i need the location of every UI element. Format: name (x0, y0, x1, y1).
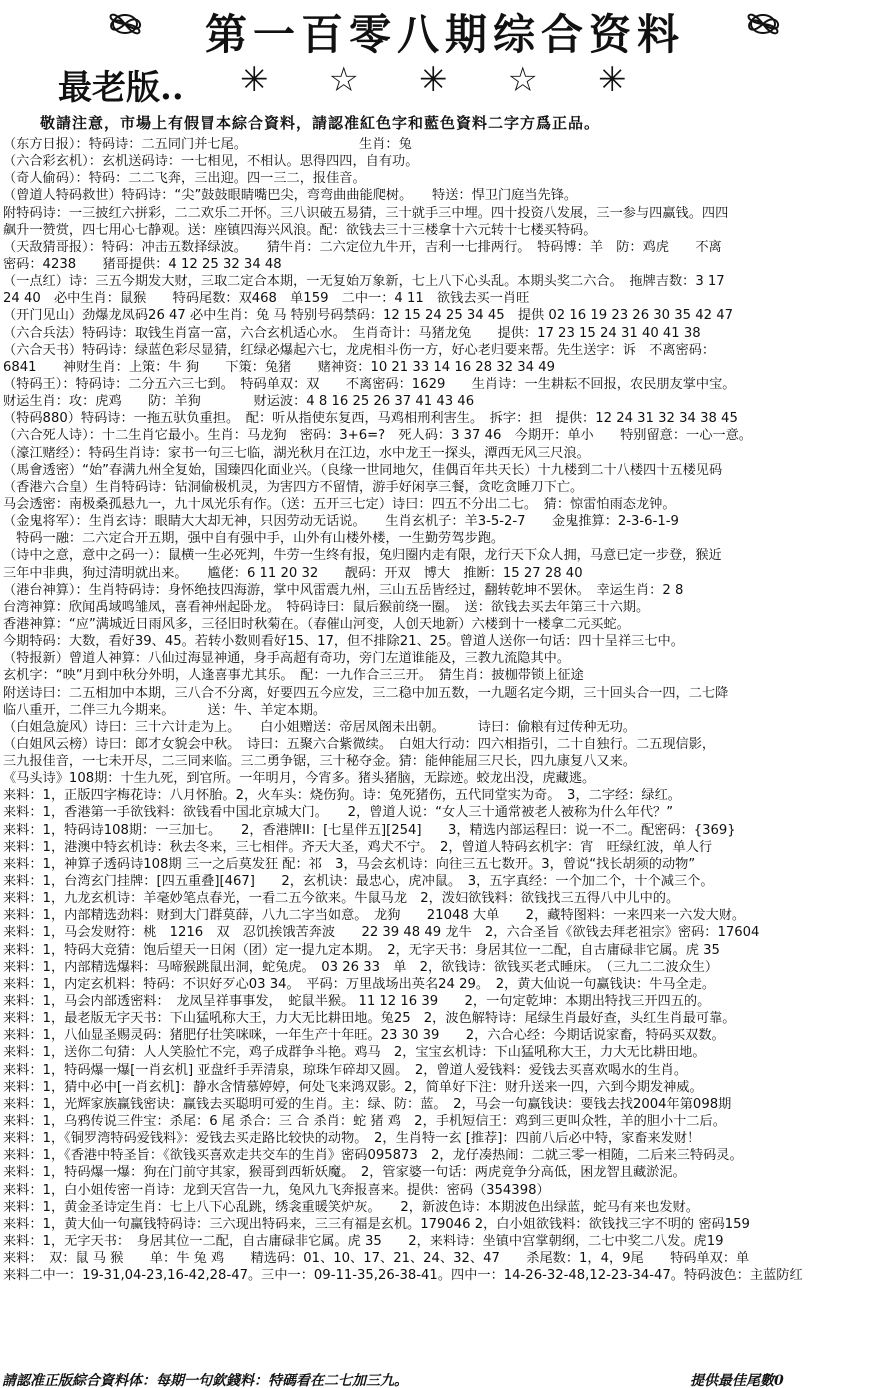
content-lines (3, 136, 888, 1284)
text-line: 来料：1，香港第一手欲钱料：欲钱看中国北京城大门。 2，曾道人说：“女人三十通常被老人被称为什么年代？” (3, 805, 674, 821)
text-line: （特码880）特码诗：一拖五驮负重担。 配：听从指使东复西，马鸡相刑利害生。 拆字：担 提供：12 24 31 32 34 38 45 (3, 411, 738, 427)
text-line: 24 40 必中生肖：鼠猴 特码尾数：双468 单159 二中一：4 11 欲钱去买一肖旺 (3, 291, 530, 307)
text-line: （诗中之意，意中之码一）：鼠横一生必死判，牛劳一生终有报，兔归圈内走有限，龙行天下众人拥，马意已定一步登，猴近 (3, 548, 722, 564)
text-line: 临八重开，二伴三九今期来。 送：牛、羊定本期。 (3, 702, 327, 718)
text-line: 来料：1，无字天书： 身居其位一二配，自古庸碌非它属。虎 35 2，来料诗：坐镇中宫掌朝纲，二七中奖二八发。虎19 (3, 1234, 724, 1249)
text-line: 来料：1，台湾玄门挂牌：[四五重叠][467] 2，玄机诀：最忠心，虎冲鼠。 3，五字真经：一个加二个，十个减三个。 (3, 874, 714, 890)
text-line: 来料：1，黄大仙一句赢钱特码诗：三六现出特码来，三三有福是玄机。179046 2，白小姐欲钱料：欲钱找三字不明的 密码159 (3, 1216, 750, 1232)
text-line: 来料：1，最老版无字天书：下山猛吼称大王，力大无比耕田地。兔25 2，波色解特诗：尾绿生肖最好查，头红生肖最可靠。 (3, 1011, 736, 1027)
text-line: 来料二中一：19-31,04-23,16-42,28-47。三中一：09-11-35,26-38-41。四中一：14-26-32-48,12-23-34-47。特码波色：主蓝防红 (3, 1268, 803, 1284)
text-line: 来料：1，乌鸦传说三件宝：杀尾：6 尾 杀合：三 合 杀肖：蛇 猪 鸡 2，手机短信王：鸡到三更叫众牲，羊的胆小十二后。 (3, 1114, 726, 1130)
star-decoration (240, 60, 626, 100)
text-line: 来料：1，猜中必中[一肖玄机]：静水含情慕婷婷，何处飞来鸿双影。2，简单好下注：财升送来一四，六到今期发神威。 (3, 1079, 703, 1095)
text-line: （白姐急旋风）诗曰：三十六计走为上。 白小姐赠送：帝居凤阁未出朝。 诗曰：偷粮有过传种无功。 (3, 719, 636, 735)
footer-right-text: 提供最佳尾數0 (690, 1373, 784, 1388)
text-line: （一点红）诗：三五今期发大财，三取二定合本期，一无复始万象新，七上八下心头乱。本期头奖二六合。 拖牌吉数：3 17 (3, 274, 725, 290)
text-line: （白姐风云榜）诗曰：郎才女貌会中秋。 诗曰：五聚六合紫微续。 白姐大行动：四六相指引，二十自独行。二五现信影， (3, 736, 716, 752)
text-line: 台湾神算：欣闻禹域鸣雏凤，喜看神州起卧龙。 特码诗曰：鼠后猴前绕一圈。 送：欲钱去买去年第三十六期。 (3, 599, 650, 615)
asterisk-icon: ✳ (418, 60, 448, 100)
header (0, 0, 891, 60)
text-line: 《马头诗》108期：十生九死，到官所。一年明月，今宵多。猪头猪脑，无踪迹。蛟龙出没，虎藏逃。 (3, 771, 596, 787)
text-line: （开门见山）劲爆龙凤码26 47 必中生肖：兔 马 特别号码禁码：12 15 24 25 34 45 提供 02 16 19 23 26 30 35 42 47 (3, 308, 733, 324)
text-line: 来料：1，马会发财符：桃 1216 双 忍饥挨饿苦奔波 22 39 48 49 龙牛 2，六合圣旨《欲钱去拜老祖宗》密码：17604 (3, 925, 760, 941)
text-line: （金鬼将军）：生肖玄诗：眼睛大大却无神，只因劳动无话说。 生肖玄机子：羊3-5-2-7 金鬼推算：2-3-6-1-9 (3, 514, 679, 530)
text-line: 来料：1，内定玄机料：特码：不识好歹心03 34。 平码：万里战场出英名24 29。 2，黄大仙说一句赢钱诀：牛马全走。 (3, 976, 716, 992)
text-line: （六合死人诗）：十二生肖它最小。生肖：马龙狗 密码：3+6=? 死人码：3 37 46 今期开：单小 特别留意：一心一意。 (3, 428, 752, 444)
asterisk-icon: ✳ (597, 60, 627, 100)
text-line: 来料：1，特码爆一爆：狗在门前守其家，猴哥到西斩妖魔。 2，管家婆一句话：两虎竟争分高低，困龙智且藏淤泥。 (3, 1165, 686, 1181)
text-line: （香港六合皇）生肖特码诗：钻洞偷极机灵，为害四方不留情，游手好闲享三餐，贪吃贪睡刀下亡。 (3, 479, 584, 495)
text-line: 密码：4238 猪哥提供：4 12 25 32 34 48 (3, 256, 282, 272)
text-line: 来料：1，港澳中特玄机诗：秋去冬来，三七相伴。齐天大圣，鸡犬不宁。 2，曾道人特码玄机字：宵 旺绿红波，单人行 (3, 839, 713, 855)
text-line: 来料：1，马会内部透密料： 龙凤呈祥事事发， 蛇鼠半猴。 11 12 16 39 2，一句定乾坤：本期出特找三开四五的。 (3, 994, 711, 1010)
page-title: 第一百零八期综合资料 (204, 10, 685, 59)
text-line: （奇人偷码）：特码：二二飞奔，三出迎。四一三二，报佳音。 (3, 171, 366, 187)
text-line: 三九报佳音，一七未开尽，二三同来临。三二勇争锯，三十秘夺金。猜：能伸能屈三尺长，四九康复八又来。 (3, 754, 636, 770)
footer (0, 1370, 891, 1388)
text-line: （天敌猜哥报）：特码：冲击五数择绿波。 猜牛肖：二六定位九牛开，吉利一七排两行。 特码博：羊 防：鸡虎 不离 (3, 239, 722, 255)
text-line: （港台神算）：生肖特码诗：身怀绝技四海游，掌中风雷震九州，三山五岳皆经过，翻转乾坤不罢休。 幸运生肖：2 8 (3, 582, 684, 598)
text-line: （东方日报）：特码诗：二五同门并七尾。 生肖：兔 (3, 137, 412, 152)
text-line: 三年中非典，狗过清明就出来。 尴佬：6 11 20 32 靓码：开双 博大 推断：15 27 28 40 (3, 565, 583, 581)
text-line: 今期特码：大数，看好39、45。若转小数则看好15、17，但不排除21、25。曾道人送你一句话：四十呈祥三七中。 (3, 634, 684, 650)
star-icon: ☆ (328, 60, 359, 100)
text-line: 来料：1，光辉家族赢钱密诀：赢钱去买聪明可爱的生肖。主：绿、防：蓝。 2，马会一句赢钱诀：要钱去找2004年第098期 (3, 1096, 732, 1112)
text-line: （六合天书）特码诗：绿蓝色彩尽显猜，红绿必爆起六七，龙虎相斗伤一方，好心老归要来帮。先生送字：诉 不离密码： (3, 342, 716, 358)
text-line: 来料： 双：鼠 马 猴 单：牛 兔 鸡 精选码：01、10、17、21、24、32、47 杀尾数：1，4，9尾 特码单双：单 (3, 1251, 750, 1267)
text-line: 附送诗曰：二五相加中本期，三八合不分离，好要四五今应发，三二稳中加五数，一九题名定今期，三十回头合一四，二七降 (3, 685, 729, 701)
notice-text: 敬請注意，市場上有假冒本綜合資料，請認准紅色字和藍色資料二字方爲正品。 (40, 114, 601, 132)
text-line: 来料：1，送你二句猜：人人笑脸忙不完，鸡子成群争斗艳。鸡马 2，宝宝玄机诗：下山猛吼称大王，力大无比耕田地。 (3, 1045, 706, 1061)
text-line: 来料：1，特码爆一爆[一肖玄机] 亚盘纤手弄清泉，琼珠乍碎却又圆。 2，曾道人爱钱料：爱钱去买喜欢喝水的生肖。 (3, 1062, 688, 1078)
text-line: （特报新）曾道人神算：八仙过海显神通，身手高超有奇功，旁门左道谁能及，三教九流隐其中。 (3, 651, 571, 667)
swirl-emblem-icon (738, 2, 788, 46)
text-line: （馬會透密）“始”春满九州全复始，国臻四化面业兴。（良缘一世同地欠，佳偶百年共天长）十九楼到二十八楼四十五楼见码 (3, 462, 723, 478)
text-line: 6841 神财生肖：上策：牛 狗 下策：兔猪 赌神资：10 21 33 14 16 28 32 34 49 (3, 359, 555, 375)
text-line: （濠江赌经）：特码生肖诗：家书一句三七临，湖光秋月在江边，水中龙王一探头，潭西无风三尺浪。 (3, 445, 590, 461)
text-line: 马会透密：南极桑孤悬九一，九十凤光乐有作。（送：五开三七定）诗曰：四五不分出二七。 猜：惊雷怕雨态龙钟。 (3, 496, 676, 512)
text-line: 附特码诗：一三披红六拼彩，二二欢乐二开怀。三八识破五易猜，三十就手三中埋。四十投资八发展，三一参与四赢钱。四四 (3, 205, 729, 221)
text-line: 来料：1，正版四字梅花诗：八月怀胎。2，火车头：烧伤狗。诗：兔死猪伤，五代同堂实为奇。 3，二字经：绿红。 (3, 788, 681, 804)
edition-label: 最老版.. (58, 68, 184, 108)
text-line: 财运生肖：攻：虎鸡 防：羊狗 财运波：4 8 16 25 26 37 41 43 46 (3, 394, 475, 410)
footer-left-text: 請認准正版綜合資料体：每期一句欽錢料：特碼看在二七加三九。 (2, 1373, 408, 1388)
text-line: 来料：1，神算子透码诗108期 三一之后莫发狂 配：祁 3，马会玄机诗：向往三五七数开。3，曾说“找长胡须的动物” (3, 856, 696, 872)
text-line: 玄机字：“映”月到中秋分外明，人逢喜事尤其乐。 配：一九作合三三开。 猜生肖：披枷带锁上征途 (3, 668, 584, 684)
text-line: 来料：1，特码诗108期：一三加七。 2，香港牌II：[七星伴五][254] 3，精选内部运程曰：说一不二。配密码：{369} (3, 822, 736, 838)
text-line: 来料：1，九龙玄机诗：羊毫妙笔点春光，一看二五今欲来。牛鼠马龙 2，泼妇欲钱料：欲钱找三五得八中儿中的。 (3, 891, 680, 907)
text-line: 来料：1，八仙显圣赐灵码：猪肥仔壮笑咪咪，一年生产十年旺。23 30 39 2，六合心经：今期话说家畜，特码买双数。 (3, 1028, 725, 1044)
swirl-emblem-icon (100, 2, 150, 46)
text-line: 香港神算：“应”满城近日雨风多，三径旧时秋菊在。（春催山河变，人创天地新）六楼到十一楼拿二元买蛇。 (3, 616, 630, 632)
text-line: 特码一融：二六定合开五期，强中自有强中手，山外有山楼外楼，一生勤劳驾步跑。 (3, 531, 505, 547)
text-line: 来料：1，内部精选劲料：财到大门群莫薛，八九二字当如意。 龙狗 21048 大单 2，藏特图料：一来四来一六发大财。 (3, 908, 746, 924)
text-line: 来料：1，白小姐传密一肖诗：龙到天宫告一九，兔风九飞奔报喜来。提供：密码（354398） (3, 1182, 550, 1198)
text-line: 来料：1，内部精选爆料：马啼猴跳鼠出洞，蛇兔虎。 03 26 33 单 2，欲钱诗：欲钱买老式睡床。 （三九二二波众生） (3, 959, 719, 975)
star-icon: ☆ (507, 60, 538, 100)
text-line: （曾道人特码救世）特码诗：“尖”鼓鼓眼睛嘴巴尖，弯弯曲曲能爬树。 特送：悍卫门庭当先锋。 (3, 188, 578, 204)
text-line: 来料：1，《香港中特圣旨：《欲钱买喜欢走共交车的生肖》密码095873 2，龙仔凑热闹：二就三零一相随，二后来三特码灵。 (3, 1148, 743, 1164)
text-line: 来料：1，黄金圣诗定生肖：七上八下心乱跳，绣衾重暖笑炉灰。 2，新波色诗：本期波色出绿蓝，蛇马有来也发财。 (3, 1199, 699, 1215)
text-line: 来料：1，《铜罗湾特码爱钱料》：爱钱去买走路比较快的动物。 2，生肖特一玄 [推荐]：四前八后必中特，家畜来发财！ (3, 1131, 701, 1147)
text-line: （六合彩玄机）：玄机送码诗：一七相见，不相认。思得四四，自有功。 (3, 154, 419, 170)
asterisk-icon: ✳ (240, 60, 269, 100)
text-line: （六合兵法）特码诗：取钱生肖富一富，六合玄机适心水。 生肖奇计：马猪龙兔 提供：17 23 15 24 31 40 41 38 (3, 325, 701, 341)
text-line: （特码王）：特码诗：二分五六三七到。 特码单双：双 不离密码：1629 生肖诗：一生耕耘不回报，农民朋友掌中宝。 (3, 376, 736, 392)
text-line: 来料：1，特码大竞猜：饱后望天一日闲（团）定一提九定本期。 2，无字天书：身居其位一二配，自古庸碌非它属。虎 35 (3, 942, 720, 958)
text-line: 飙升一赞赏，四七用心七静观。送：座镇四海兴风浪。配：欲钱去三十三楼拿十六元转十七楼买特码。 (3, 222, 597, 238)
